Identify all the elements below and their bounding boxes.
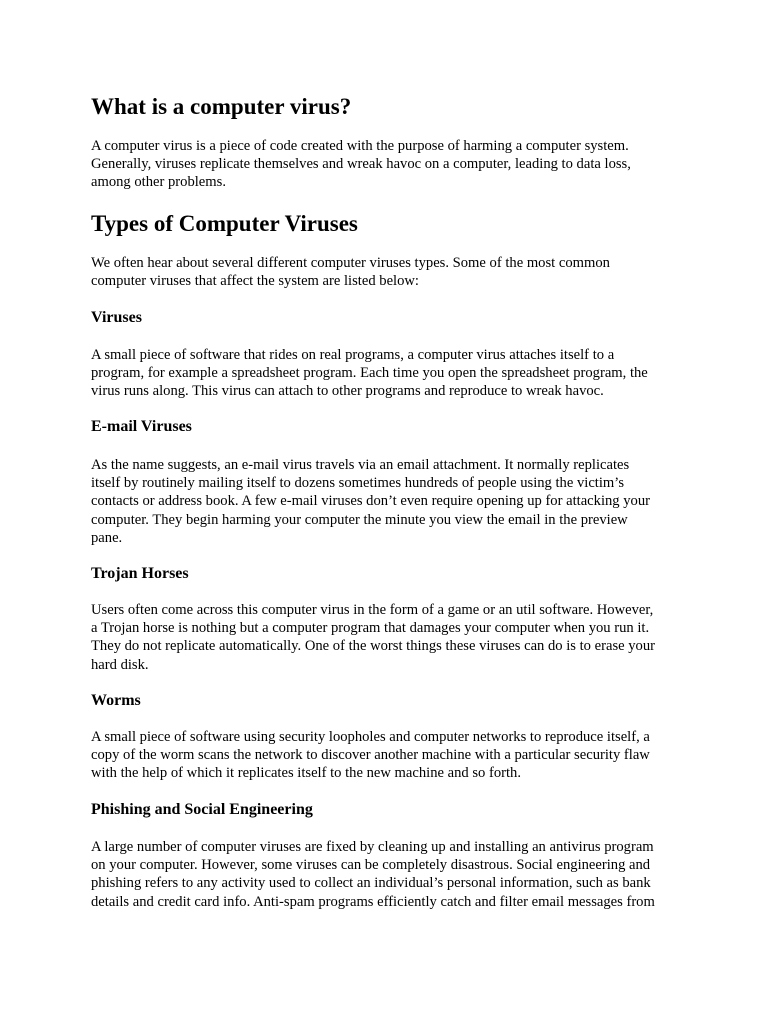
types-intro-paragraph: [91, 254, 681, 290]
page-title: What is a computer virus?: [91, 94, 352, 119]
paragraph-line: a Trojan horse is nothing but a computer program that damages your computer when you run it.: [91, 620, 650, 637]
paragraph-line: phishing refers to any activity used to collect an individual’s personal information, such as bank: [91, 875, 651, 892]
paragraph-line: copy of the worm scans the network to discover another machine with a particular security flaw: [91, 747, 650, 764]
paragraph-line: A large number of computer viruses are fixed by cleaning up and installing an antivirus program: [91, 839, 654, 855]
paragraph-line: itself by routinely mailing itself to dozens sometimes hundreds of people using the victim’s: [91, 475, 624, 492]
subheading-phishing-social-engineering: Phishing and Social Engineering: [91, 801, 313, 818]
paragraph-line: Generally, viruses replicate themselves and wreak havoc on a computer, leading to data loss,: [91, 156, 631, 173]
paragraph-line: We often hear about several different computer viruses types. Some of the most common: [91, 255, 610, 271]
paragraph-line: details and credit card info. Anti-spam programs efficiently catch and filter email messages from: [91, 893, 655, 910]
subheading-viruses: Viruses: [91, 309, 142, 326]
paragraph-viruses: [91, 346, 681, 401]
paragraph-trojan-horses: [91, 601, 681, 674]
paragraph-line: among other problems.: [91, 174, 226, 191]
intro-paragraph: [91, 137, 681, 192]
paragraph-line: They do not replicate automatically. One of the worst things these viruses can do is to erase your: [91, 638, 655, 655]
paragraph-line: A small piece of software that rides on real programs, a computer virus attaches itself to a: [91, 347, 615, 363]
paragraph-line: on your computer. However, some viruses can be completely disastrous. Social engineering and: [91, 857, 651, 874]
paragraph-line: computer. They begin harming your computer the minute you view the email in the preview: [91, 511, 628, 528]
paragraph-email-viruses: [91, 456, 681, 547]
paragraph-line: contacts or address book. A few e-mail viruses don’t even require opening up for attacking your: [91, 493, 651, 510]
paragraph-line: hard disk.: [91, 656, 149, 673]
paragraph-line: with the help of which it replicates itself to the new machine and so forth.: [91, 765, 521, 782]
paragraph-line: program, for example a spreadsheet program. Each time you open the spreadsheet program, the: [91, 365, 648, 382]
paragraph-line: A small piece of software using security loopholes and computer networks to reproduce itself, a: [91, 729, 650, 745]
paragraph-worms: [91, 728, 681, 783]
paragraph-line: A computer virus is a piece of code created with the purpose of harming a computer system.: [91, 138, 629, 154]
paragraph-phishing-social-engineering: [91, 838, 681, 911]
subheading-trojan-horses: Trojan Horses: [91, 565, 189, 582]
subheading-email-viruses: E-mail Viruses: [91, 418, 192, 435]
paragraph-line: As the name suggests, an e-mail virus travels via an email attachment. It normally replicates: [91, 457, 630, 473]
subheading-worms: Worms: [91, 692, 141, 709]
paragraph-line: Users often come across this computer virus in the form of a game or an util software. However,: [91, 602, 654, 618]
paragraph-line: computer viruses that affect the system are listed below:: [91, 273, 419, 290]
paragraph-line: pane.: [91, 529, 123, 546]
section-heading-types: Types of Computer Viruses: [91, 211, 358, 236]
paragraph-line: virus runs along. This virus can attach to other programs and reproduce to wreak havoc.: [91, 383, 604, 400]
